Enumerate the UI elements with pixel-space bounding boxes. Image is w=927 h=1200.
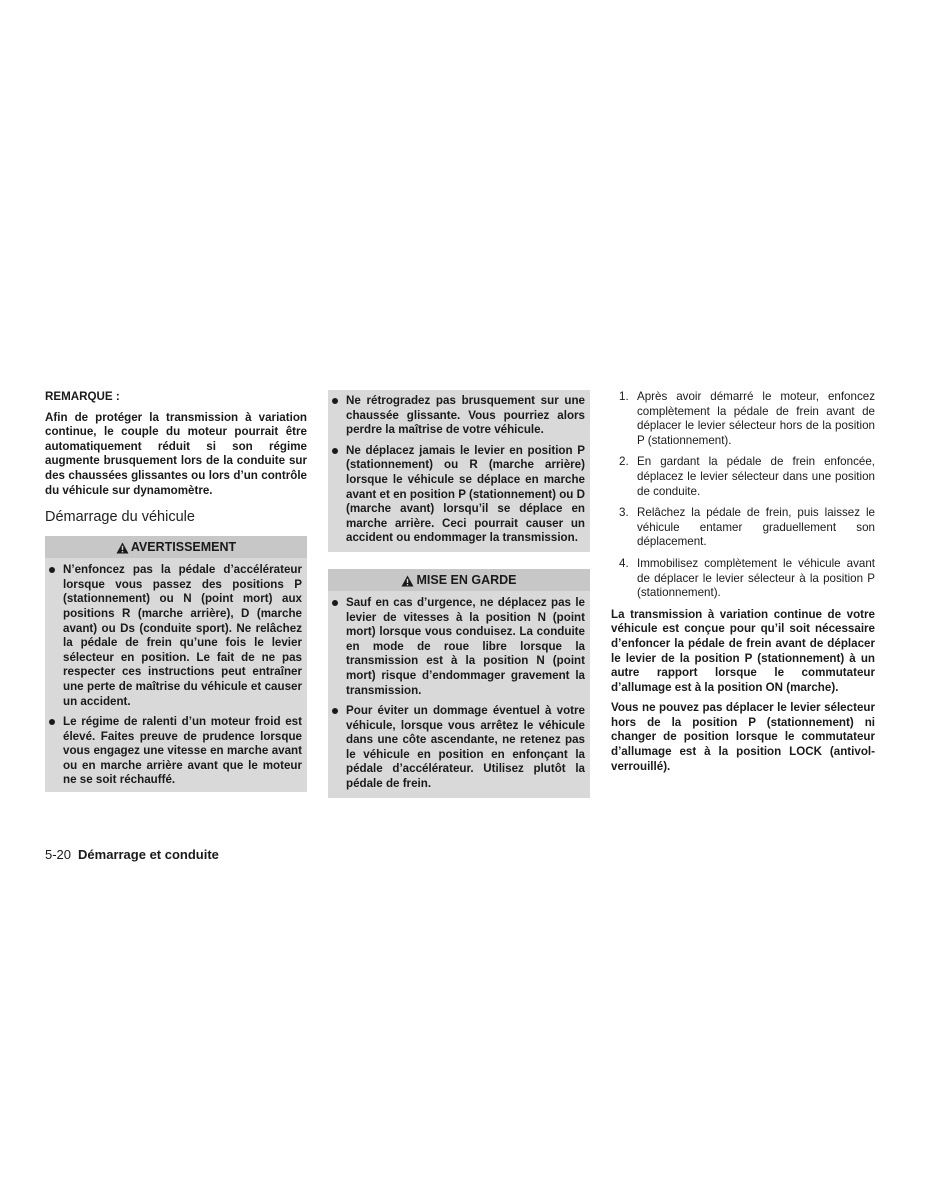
warning-box: [45, 536, 307, 792]
bullet-icon: [49, 719, 55, 725]
warning-triangle-icon: [116, 542, 129, 554]
list-item: [611, 390, 875, 448]
section-title: Démarrage du véhicule: [45, 509, 195, 526]
list-item: [611, 455, 875, 499]
step-text: Immobilisez complètement le véhicule avant de déplacer le levier sélecteur à la position P (stationnement).: [637, 556, 875, 600]
note-heading: REMARQUE :: [45, 390, 120, 403]
step-number: 2.: [619, 455, 629, 469]
warning-item-text: Ne rétrogradez pas brusquement sur une chaussée glissante. Vous pourriez alors perdre la maîtrise de votre véhicule.: [346, 394, 585, 437]
warning-list-continued: [328, 394, 590, 546]
warning-item-text: N’enfoncez pas la pédale d’accélérateur lorsque vous passez des positions P (stationnement) ou N (point mort) aux positions R (marche arrière), D (marche avant) ou Ds (conduite sport). Ne relâchez la pédale de frein qu’une fois le levier sélecteur en position. Le fait de ne pas respecter ces instructions peut entraîner une perte de maîtrise du véhicule et causer un accident.: [63, 563, 302, 708]
list-item: [332, 596, 585, 698]
warning-triangle-icon: [401, 575, 414, 587]
steps-list: [611, 390, 875, 601]
warning-item-text: Ne déplacez jamais le levier en position P (stationnement) ou R (marche arrière) lorsque le véhicule se déplace en marche avant et en position P (stationnement) ou D (marche avant) lorsqu’il se déplace en marche arrière. Ceci pourrait causer un accident ou endommager la transmission.: [346, 443, 585, 545]
list-item: [332, 444, 585, 546]
bullet-icon: [332, 600, 338, 606]
list-item: [611, 506, 875, 550]
column-right: [611, 390, 875, 774]
warning-box-continued: [328, 390, 590, 552]
body-paragraph: La transmission à variation continue de votre véhicule est conçue pour qu’il soit nécessaire d’enfoncer la pédale de frein avant de déplacer le levier de la position P (stationnement) à un autre rapport lorsque le commutateur d’allumage est à la position ON (marche).: [611, 607, 875, 694]
step-text: En gardant la pédale de frein enfoncée, déplacez le levier sélecteur dans une position de conduite.: [637, 455, 875, 498]
warning-list: [45, 563, 307, 788]
list-item: [332, 704, 585, 792]
list-item: [611, 557, 875, 601]
step-text: Après avoir démarré le moteur, enfoncez complètement la pédale de frein avant de déplacer le levier sélecteur hors de la position P (stationnement).: [637, 390, 875, 447]
step-number: 1.: [619, 390, 629, 403]
warning-header: [45, 536, 307, 558]
caution-item-text: Pour éviter un dommage éventuel à votre véhicule, lorsque vous arrêtez le véhicule dans une côte ascendante, ne retenez pas le véhicule en position en enfonçant la pédale d’accélérateur. Utilisez plutôt la pédale de frein.: [346, 704, 585, 791]
step-number: 3.: [619, 506, 629, 520]
chapter-title: Démarrage et conduite: [78, 847, 219, 862]
warning-title: AVERTISSEMENT: [130, 540, 237, 555]
bullet-icon: [332, 398, 338, 404]
list-item: [332, 394, 585, 438]
bullet-icon: [49, 567, 55, 573]
caution-list: [328, 596, 590, 792]
column-left: [45, 390, 307, 792]
caution-header: [328, 569, 590, 591]
page-footer: [45, 847, 219, 863]
caution-title: MISE EN GARDE: [416, 572, 517, 587]
list-item: [49, 563, 302, 709]
warning-item-text: Le régime de ralenti d’un moteur froid est élevé. Faites preuve de prudence lorsque vous engagez une vitesse en marche avant ou en marche arrière avant que le moteur ne se soit réchauffé.: [63, 715, 302, 787]
step-number: 4.: [619, 556, 629, 570]
body-paragraph: Vous ne pouvez pas déplacer le levier sélecteur hors de la position P (stationnement) ni changer de position lorsque le commutateur d’allumage est à la position LOCK (antivol-verrouillé).: [611, 701, 875, 773]
bullet-icon: [332, 708, 338, 714]
step-text: Relâchez la pédale de frein, puis laissez le véhicule entamer graduellement son déplacement.: [637, 506, 875, 549]
bullet-icon: [332, 448, 338, 454]
page-number: 5-20: [45, 847, 72, 862]
caution-item-text: Sauf en cas d’urgence, ne déplacez pas le levier de vitesses à la position N (point mort) lorsque vous conduisez. La conduite en mode de roue libre lorsque la transmission est à la position N (point mort) risque d’endommager gravement la transmission.: [346, 595, 585, 697]
column-middle: [328, 390, 590, 798]
note-text: Afin de protéger la transmission à variation continue, le couple du moteur pourrait être automatiquement réduit si son régime augmente brusquement lors de la conduite sur des chaussées glissantes ou lors d’un contrôle du véhicule sur dynamomètre.: [45, 410, 307, 497]
caution-box: [328, 569, 590, 798]
list-item: [49, 715, 302, 788]
